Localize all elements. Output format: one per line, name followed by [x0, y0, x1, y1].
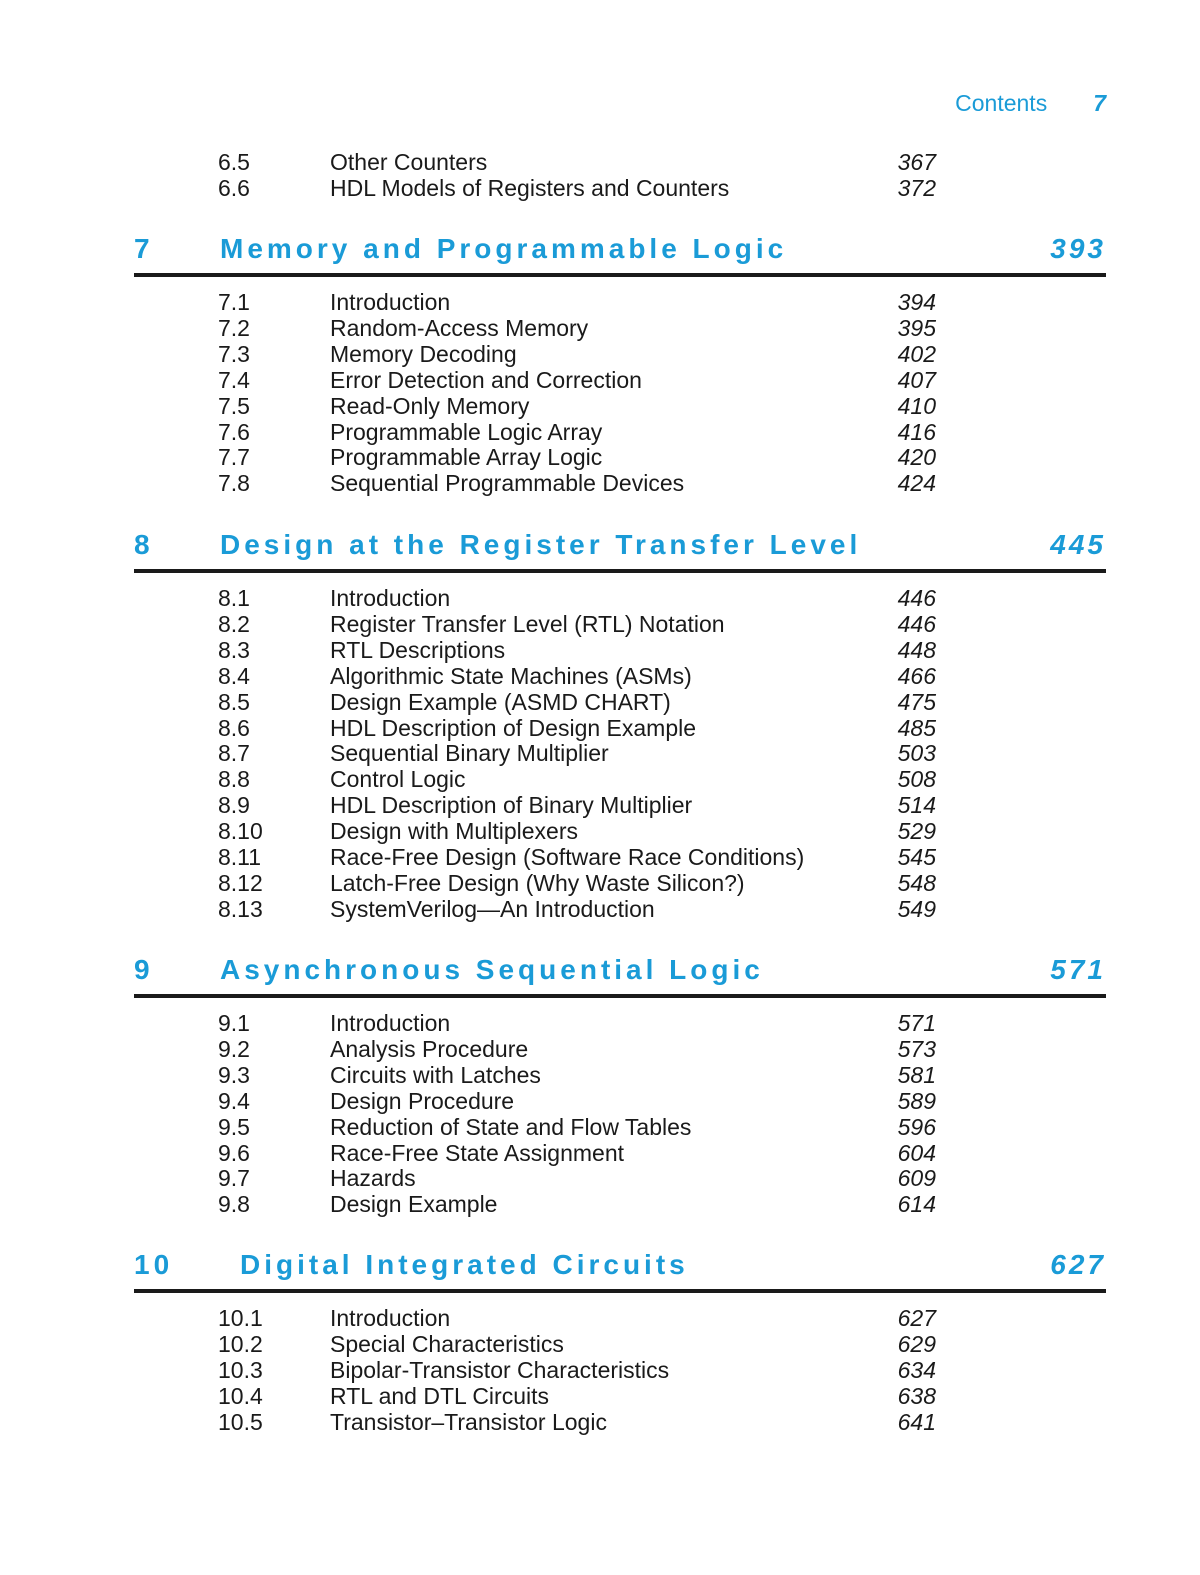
chapter-heading[interactable]	[134, 954, 1106, 998]
section-number: 6.6	[218, 174, 250, 201]
section-title: Error Detection and Correction	[330, 366, 642, 393]
section-page-number: 548	[897, 869, 936, 896]
section-title: Latch-Free Design (Why Waste Silicon?)	[330, 869, 745, 896]
toc-entry[interactable]	[0, 1010, 1200, 1036]
toc-entry[interactable]	[0, 1383, 1200, 1409]
section-title: Race-Free Design (Software Race Conditions)	[330, 844, 805, 870]
section-number: 7.2	[218, 314, 250, 341]
section-page-number: 410	[897, 392, 936, 419]
section-title: Introduction	[330, 1305, 451, 1331]
chapter-heading[interactable]	[134, 1249, 1106, 1293]
section-page-number: 638	[897, 1382, 936, 1409]
section-number: 8.7	[218, 740, 250, 767]
section-page-number: 549	[897, 895, 936, 922]
chapter-number: 7	[134, 233, 154, 264]
toc-entry[interactable]	[0, 689, 1200, 715]
section-page-number: 420	[897, 444, 936, 471]
section-number: 8.11	[218, 844, 262, 870]
section-number: 9.2	[218, 1035, 250, 1062]
section-number: 8.6	[218, 714, 250, 741]
section-number: 7.3	[218, 340, 250, 367]
section-title: Transistor–Transistor Logic	[330, 1408, 607, 1435]
section-number: 7.7	[218, 444, 250, 471]
section-title: Other Counters	[330, 149, 488, 175]
running-head-page-number: 7	[1093, 90, 1106, 116]
running-head-label: Contents	[955, 90, 1048, 116]
section-number: 7.8	[218, 470, 250, 497]
toc-entry[interactable]	[0, 393, 1200, 419]
section-number: 10.5	[218, 1408, 263, 1435]
section-number: 8.8	[218, 766, 250, 793]
section-title: SystemVerilog—An Introduction	[330, 895, 655, 922]
toc-entry[interactable]	[0, 870, 1200, 896]
section-number: 8.1	[218, 585, 250, 611]
toc-entry[interactable]	[0, 1062, 1200, 1088]
section-title: Programmable Array Logic	[330, 444, 603, 471]
chapter-title: Digital Integrated Circuits	[240, 1249, 689, 1280]
section-title: Analysis Procedure	[330, 1035, 529, 1062]
section-title: HDL Description of Design Example	[330, 714, 697, 741]
section-page-number: 581	[897, 1061, 936, 1088]
chapter-title: Asynchronous Sequential Logic	[220, 954, 764, 985]
section-page-number: 641	[897, 1408, 936, 1435]
toc-entry[interactable]	[0, 1331, 1200, 1357]
chapter-page-number: 627	[1050, 1249, 1106, 1280]
toc-entry[interactable]	[0, 470, 1200, 496]
toc-entry[interactable]	[0, 1114, 1200, 1140]
section-number: 10.4	[218, 1382, 263, 1409]
section-title: Bipolar-Transistor Characteristics	[330, 1356, 670, 1383]
section-title: Circuits with Latches	[330, 1061, 541, 1088]
toc-entry[interactable]	[0, 444, 1200, 470]
section-title: Reduction of State and Flow Tables	[330, 1113, 692, 1140]
section-title: Design with Multiplexers	[330, 818, 578, 845]
section-title: Programmable Logic Array	[330, 418, 603, 445]
toc-entry[interactable]	[0, 341, 1200, 367]
section-page-number: 448	[897, 636, 936, 663]
section-page-number: 508	[897, 766, 936, 793]
section-number: 8.5	[218, 688, 250, 715]
section-title: Algorithmic State Machines (ASMs)	[330, 662, 692, 689]
section-number: 9.5	[218, 1113, 250, 1140]
toc-entry[interactable]	[0, 315, 1200, 341]
section-title: Register Transfer Level (RTL) Notation	[330, 610, 725, 637]
section-number: 8.2	[218, 610, 250, 637]
chapter-title: Memory and Programmable Logic	[220, 233, 788, 264]
section-title: Sequential Programmable Devices	[330, 470, 685, 497]
toc-entry[interactable]	[0, 637, 1200, 663]
chapter-rule	[134, 994, 1106, 998]
section-page-number: 609	[897, 1165, 936, 1192]
section-page-number: 475	[897, 688, 936, 715]
section-number: 8.4	[218, 662, 250, 689]
section-page-number: 573	[897, 1035, 936, 1062]
chapter-number: 9	[134, 954, 154, 985]
toc-entry[interactable]	[0, 289, 1200, 315]
section-page-number: 604	[897, 1139, 936, 1166]
section-title: Memory Decoding	[330, 340, 517, 367]
section-page-number: 394	[897, 289, 936, 315]
section-title: Read-Only Memory	[330, 392, 530, 419]
section-page-number: 407	[897, 366, 936, 393]
section-page-number: 571	[897, 1010, 936, 1036]
section-title: Design Example	[330, 1191, 498, 1218]
toc-entry[interactable]	[0, 715, 1200, 741]
toc-entry[interactable]	[0, 1036, 1200, 1062]
section-title: Special Characteristics	[330, 1330, 564, 1357]
toc-entry[interactable]	[0, 1409, 1200, 1435]
section-page-number: 614	[897, 1191, 936, 1218]
section-number: 9.7	[218, 1165, 250, 1192]
section-page-number: 514	[897, 792, 936, 819]
toc-entry[interactable]	[0, 663, 1200, 689]
section-title: RTL Descriptions	[330, 636, 506, 663]
section-number: 10.1	[218, 1305, 263, 1331]
chapter-page-number: 445	[1050, 529, 1106, 560]
section-title: Design Procedure	[330, 1087, 515, 1114]
toc-entry[interactable]	[0, 611, 1200, 637]
section-title: Random-Access Memory	[330, 314, 589, 341]
chapter-rule	[134, 273, 1106, 277]
section-title: Introduction	[330, 289, 451, 315]
section-number: 8.13	[218, 895, 263, 922]
section-number: 10.3	[218, 1356, 263, 1383]
section-number: 9.4	[218, 1087, 250, 1114]
toc-entry[interactable]	[0, 419, 1200, 445]
chapter-title: Design at the Register Transfer Level	[220, 529, 862, 560]
section-number: 9.8	[218, 1191, 250, 1218]
section-page-number: 485	[897, 714, 936, 741]
section-number: 6.5	[218, 149, 250, 175]
toc-entry[interactable]	[0, 367, 1200, 393]
section-title: Hazards	[330, 1165, 416, 1192]
toc-entry[interactable]	[0, 175, 1200, 201]
section-number: 9.1	[218, 1010, 250, 1036]
section-title: Introduction	[330, 1010, 451, 1036]
section-number: 7.5	[218, 392, 250, 419]
section-title: Design Example (ASMD CHART)	[330, 688, 671, 715]
toc-entry[interactable]	[0, 1191, 1200, 1217]
section-page-number: 416	[897, 418, 936, 445]
section-page-number: 596	[897, 1113, 936, 1140]
section-page-number: 589	[897, 1087, 936, 1114]
toc-entry[interactable]	[0, 585, 1200, 611]
section-title: RTL and DTL Circuits	[330, 1382, 549, 1409]
section-page-number: 402	[897, 340, 936, 367]
toc-entry[interactable]	[0, 1088, 1200, 1114]
section-page-number: 424	[897, 470, 936, 497]
section-number: 9.3	[218, 1061, 250, 1088]
section-page-number: 446	[897, 610, 936, 637]
toc-entry[interactable]	[0, 766, 1200, 792]
section-title: Race-Free State Assignment	[330, 1139, 625, 1166]
section-number: 8.10	[218, 818, 263, 845]
section-title: Control Logic	[330, 766, 466, 793]
toc-entry[interactable]	[0, 1305, 1200, 1331]
chapter-number: 8	[134, 529, 154, 560]
section-page-number: 503	[897, 740, 936, 767]
toc-entry[interactable]	[0, 149, 1200, 175]
section-number: 8.9	[218, 792, 250, 819]
chapter-heading[interactable]	[134, 233, 1106, 277]
section-page-number: 545	[897, 844, 936, 870]
chapter-rule	[134, 569, 1106, 573]
section-page-number: 529	[897, 818, 936, 845]
section-number: 7.6	[218, 418, 250, 445]
section-page-number: 446	[897, 585, 936, 611]
chapter-page-number: 571	[1050, 954, 1106, 985]
toc-entry[interactable]	[0, 844, 1200, 870]
toc-entry[interactable]	[0, 896, 1200, 922]
chapter-page-number: 393	[1050, 233, 1106, 264]
toc-entry[interactable]	[0, 818, 1200, 844]
chapter-rule	[134, 1289, 1106, 1293]
section-number: 8.12	[218, 869, 263, 896]
section-page-number: 367	[897, 149, 936, 175]
toc-entry[interactable]	[0, 792, 1200, 818]
section-page-number: 629	[897, 1330, 936, 1357]
running-head	[955, 90, 1106, 117]
toc-entry[interactable]	[0, 1140, 1200, 1166]
section-title: HDL Description of Binary Multiplier	[330, 792, 693, 819]
section-number: 10.2	[218, 1330, 263, 1357]
section-number: 9.6	[218, 1139, 250, 1166]
chapter-number: 10	[134, 1249, 174, 1280]
section-page-number: 372	[897, 174, 936, 201]
section-page-number: 627	[897, 1305, 936, 1331]
chapter-heading[interactable]	[134, 529, 1106, 573]
section-page-number: 466	[897, 662, 936, 689]
section-title: Introduction	[330, 585, 451, 611]
section-number: 8.3	[218, 636, 250, 663]
toc-entry[interactable]	[0, 740, 1200, 766]
section-title: HDL Models of Registers and Counters	[330, 174, 730, 201]
section-number: 7.1	[218, 289, 250, 315]
toc-entry[interactable]	[0, 1357, 1200, 1383]
section-title: Sequential Binary Multiplier	[330, 740, 609, 767]
section-page-number: 634	[897, 1356, 936, 1383]
section-page-number: 395	[897, 314, 936, 341]
toc-entry[interactable]	[0, 1165, 1200, 1191]
section-number: 7.4	[218, 366, 250, 393]
